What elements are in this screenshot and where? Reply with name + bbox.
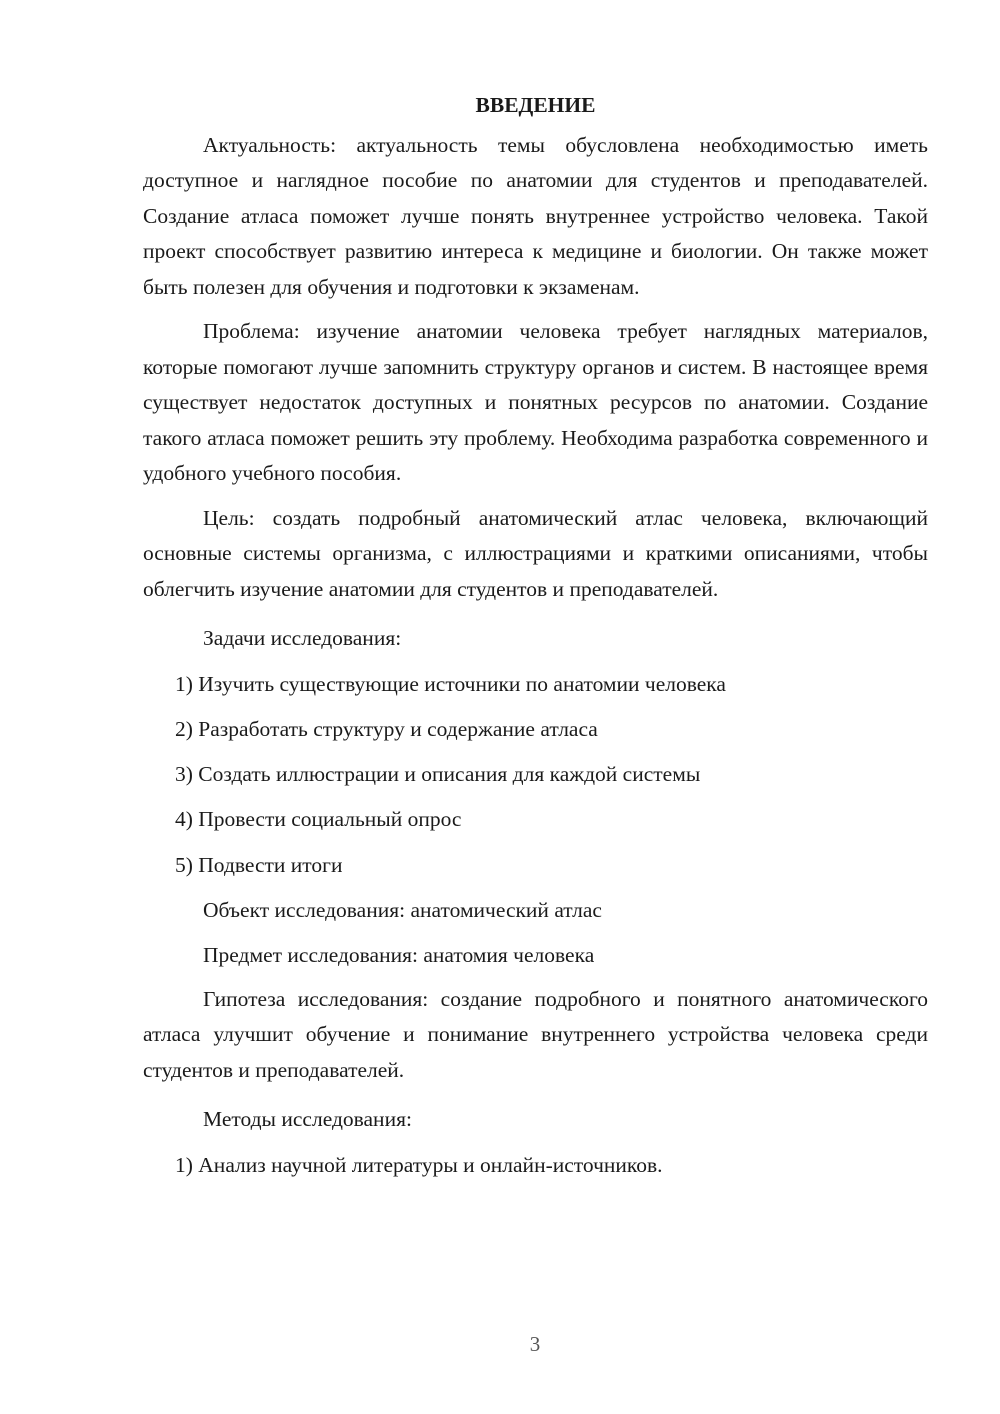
- task-item: 5) Подвести итоги: [175, 852, 343, 877]
- task-item: 2) Разработать структуру и содержание атласа: [175, 716, 598, 741]
- research-object: Объект исследования: анатомический атлас: [203, 897, 602, 922]
- method-item: 1) Анализ научной литературы и онлайн-источников.: [175, 1152, 663, 1177]
- methods-list: [143, 1143, 928, 1188]
- tasks-list: [143, 662, 928, 888]
- page-title: ВВЕДЕНИЕ: [475, 93, 596, 117]
- relevance-paragraph: Актуальность: актуальность темы обусловлена необходимостью иметь доступное и наглядное пособие по анатомии для студентов и преподавателей. Создание атласа поможет лучше понять внутреннее устройство человека. Такой проект способствует развитию интереса к медицине и биологии. Он также может быть полезен для обучения и подготовки к экзаменам.: [143, 132, 928, 299]
- document-page: [143, 88, 928, 1188]
- tasks-title: Задачи исследования:: [203, 626, 402, 650]
- problem-paragraph: Проблема: изучение анатомии человека требует наглядных материалов, которые помогают лучше запомнить структуру органов и систем. В настоящее время существует недостаток доступных и понятных ресурсов по анатомии. Создание такого атласа поможет решить эту проблему. Необходима разработка современного и удобного учебного пособия.: [143, 319, 928, 485]
- research-subject: Предмет исследования: анатомия человека: [203, 943, 595, 968]
- hypothesis-paragraph: Гипотеза исследования: создание подробного и понятного анатомического атласа улучшит обучение и понимание внутреннего устройства человека среди студентов и преподавателей.: [143, 986, 928, 1082]
- methods-title: Методы исследования:: [203, 1107, 412, 1132]
- task-item: 3) Создать иллюстрации и описания для каждой системы: [175, 762, 701, 787]
- goal-paragraph: Цель: создать подробный анатомический атлас человека, включающий основные системы организма, с иллюстрациями и краткими описаниями, чтобы облегчить изучение анатомии для студентов и преподавателей.: [143, 505, 928, 601]
- page-number: 3: [529, 1332, 541, 1356]
- task-item: 1) Изучить существующие источники по анатомии человека: [175, 671, 726, 696]
- task-item: 4) Провести социальный опрос: [175, 807, 462, 832]
